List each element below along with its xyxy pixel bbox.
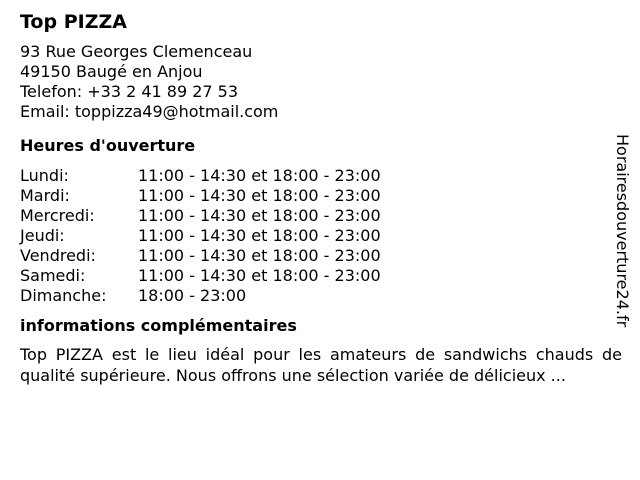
- shop-email: Email: toppizza49@hotmail.com: [20, 102, 279, 121]
- hours-time: 11:00 - 14:30 et 18:00 - 23:00: [138, 226, 381, 245]
- hours-row-jeudi: [20, 226, 620, 246]
- shop-name: Top PIZZA: [20, 11, 127, 33]
- hours-day: Jeudi:: [20, 226, 65, 245]
- brand-watermark: Horairesdouverture24.fr: [613, 134, 632, 328]
- hours-time: 11:00 - 14:30 et 18:00 - 23:00: [138, 186, 381, 205]
- address-street: 93 Rue Georges Clemenceau: [20, 42, 253, 61]
- hours-row-vendredi: [20, 246, 620, 266]
- hours-row-mardi: [20, 186, 620, 206]
- hours-time: 18:00 - 23:00: [138, 286, 247, 305]
- hours-row-dimanche: [20, 286, 620, 306]
- hours-time: 11:00 - 14:30 et 18:00 - 23:00: [138, 206, 381, 225]
- info-heading: informations complémentaires: [20, 316, 297, 335]
- shop-address: [20, 42, 620, 122]
- shop-card: [20, 10, 620, 386]
- shop-phone: Telefon: +33 2 41 89 27 53: [20, 82, 239, 101]
- hours-day: Samedi:: [20, 266, 86, 285]
- hours-row-lundi: [20, 166, 620, 186]
- address-city: 49150 Baugé en Anjou: [20, 62, 203, 81]
- hours-day: Mercredi:: [20, 206, 95, 225]
- hours-day: Mardi:: [20, 186, 70, 205]
- hours-table: [20, 166, 620, 306]
- hours-day: Vendredi:: [20, 246, 96, 265]
- hours-time: 11:00 - 14:30 et 18:00 - 23:00: [138, 246, 381, 265]
- info-description: Top PIZZA est le lieu idéal pour les amateurs de sandwichs chauds de qualité supérieure. Nous offrons une sélection variée de délicieux ...: [20, 345, 622, 385]
- hours-day: Dimanche:: [20, 286, 107, 305]
- hours-heading: Heures d'ouverture: [20, 136, 196, 155]
- hours-time: 11:00 - 14:30 et 18:00 - 23:00: [138, 166, 381, 185]
- hours-row-samedi: [20, 266, 620, 286]
- hours-day: Lundi:: [20, 166, 69, 185]
- hours-time: 11:00 - 14:30 et 18:00 - 23:00: [138, 266, 381, 285]
- hours-row-mercredi: [20, 206, 620, 226]
